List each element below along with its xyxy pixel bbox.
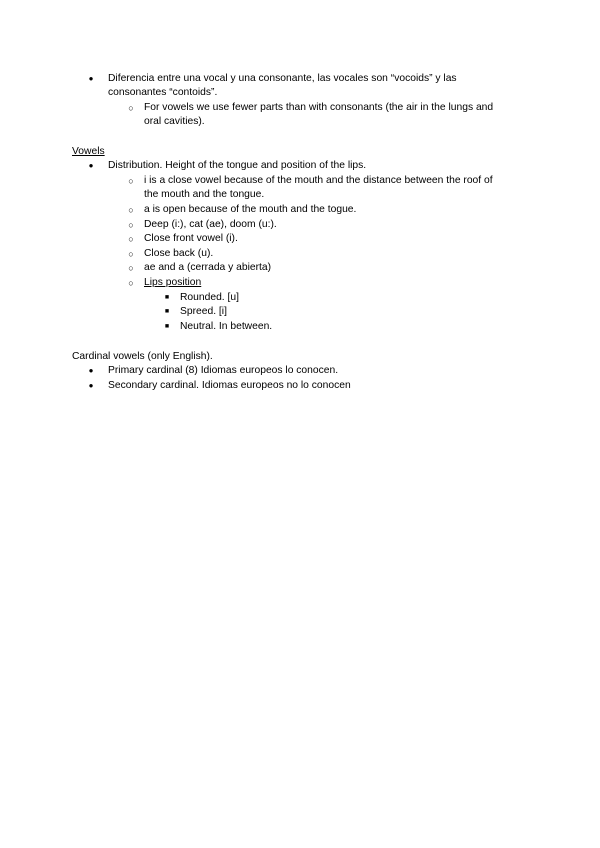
bullet-circle: ○ [128,249,134,259]
intro-line-1: Diferencia entre una vocal y una consonante, las vocales son “vocoids” y las [108,73,457,84]
vowel-item: a is open because of the mouth and the togue. [144,204,357,215]
bullet-circle: ○ [128,176,134,186]
lips-item: Neutral. In between. [180,321,273,332]
cardinal-item: Secondary cardinal. Idiomas europeos no lo conocen [108,380,351,391]
bullet-circle: ○ [128,205,134,215]
lips-position-heading: Lips position [144,277,202,288]
cardinal-item: Primary cardinal (8) Idiomas europeos lo conocen. [108,365,339,376]
bullet-circle: ○ [128,263,134,273]
vowel-item: Close front vowel (i). [144,233,238,244]
intro-sub-line-2: oral cavities). [144,116,205,127]
vowel-item: Deep (i:), cat (ae), doom (u:). [144,219,277,230]
intro-sub-line-1: For vowels we use fewer parts than with consonants (the air in the lungs and [144,102,494,113]
distribution-text: Distribution. Height of the tongue and position of the lips. [108,160,367,171]
section-heading-vowels: Vowels [72,146,105,157]
vowel-item: i is a close vowel because of the mouth and the distance between the roof of [144,175,493,186]
lips-item: Spreed. [i] [180,306,227,317]
vowel-item: Close back (u). [144,248,214,259]
bullet-dot: ● [88,366,94,375]
bullet-dot: ● [88,381,94,390]
bullet-circle: ○ [128,103,134,113]
vowel-item: ae and a (cerrada y abierta) [144,262,272,273]
bullet-circle: ○ [128,278,134,288]
intro-line-2: consonantes “contoids”. [108,87,218,98]
bullet-dot: ● [88,161,94,170]
vowel-item-continued: the mouth and the tongue. [144,189,265,200]
bullet-square: ■ [164,308,170,315]
bullet-circle: ○ [128,234,134,244]
lips-item: Rounded. [u] [180,292,239,303]
bullet-square: ■ [164,294,170,301]
bullet-dot: ● [88,74,94,83]
bullet-circle: ○ [128,220,134,230]
bullet-square: ■ [164,323,170,330]
section-heading-cardinal: Cardinal vowels (only English). [72,351,213,362]
